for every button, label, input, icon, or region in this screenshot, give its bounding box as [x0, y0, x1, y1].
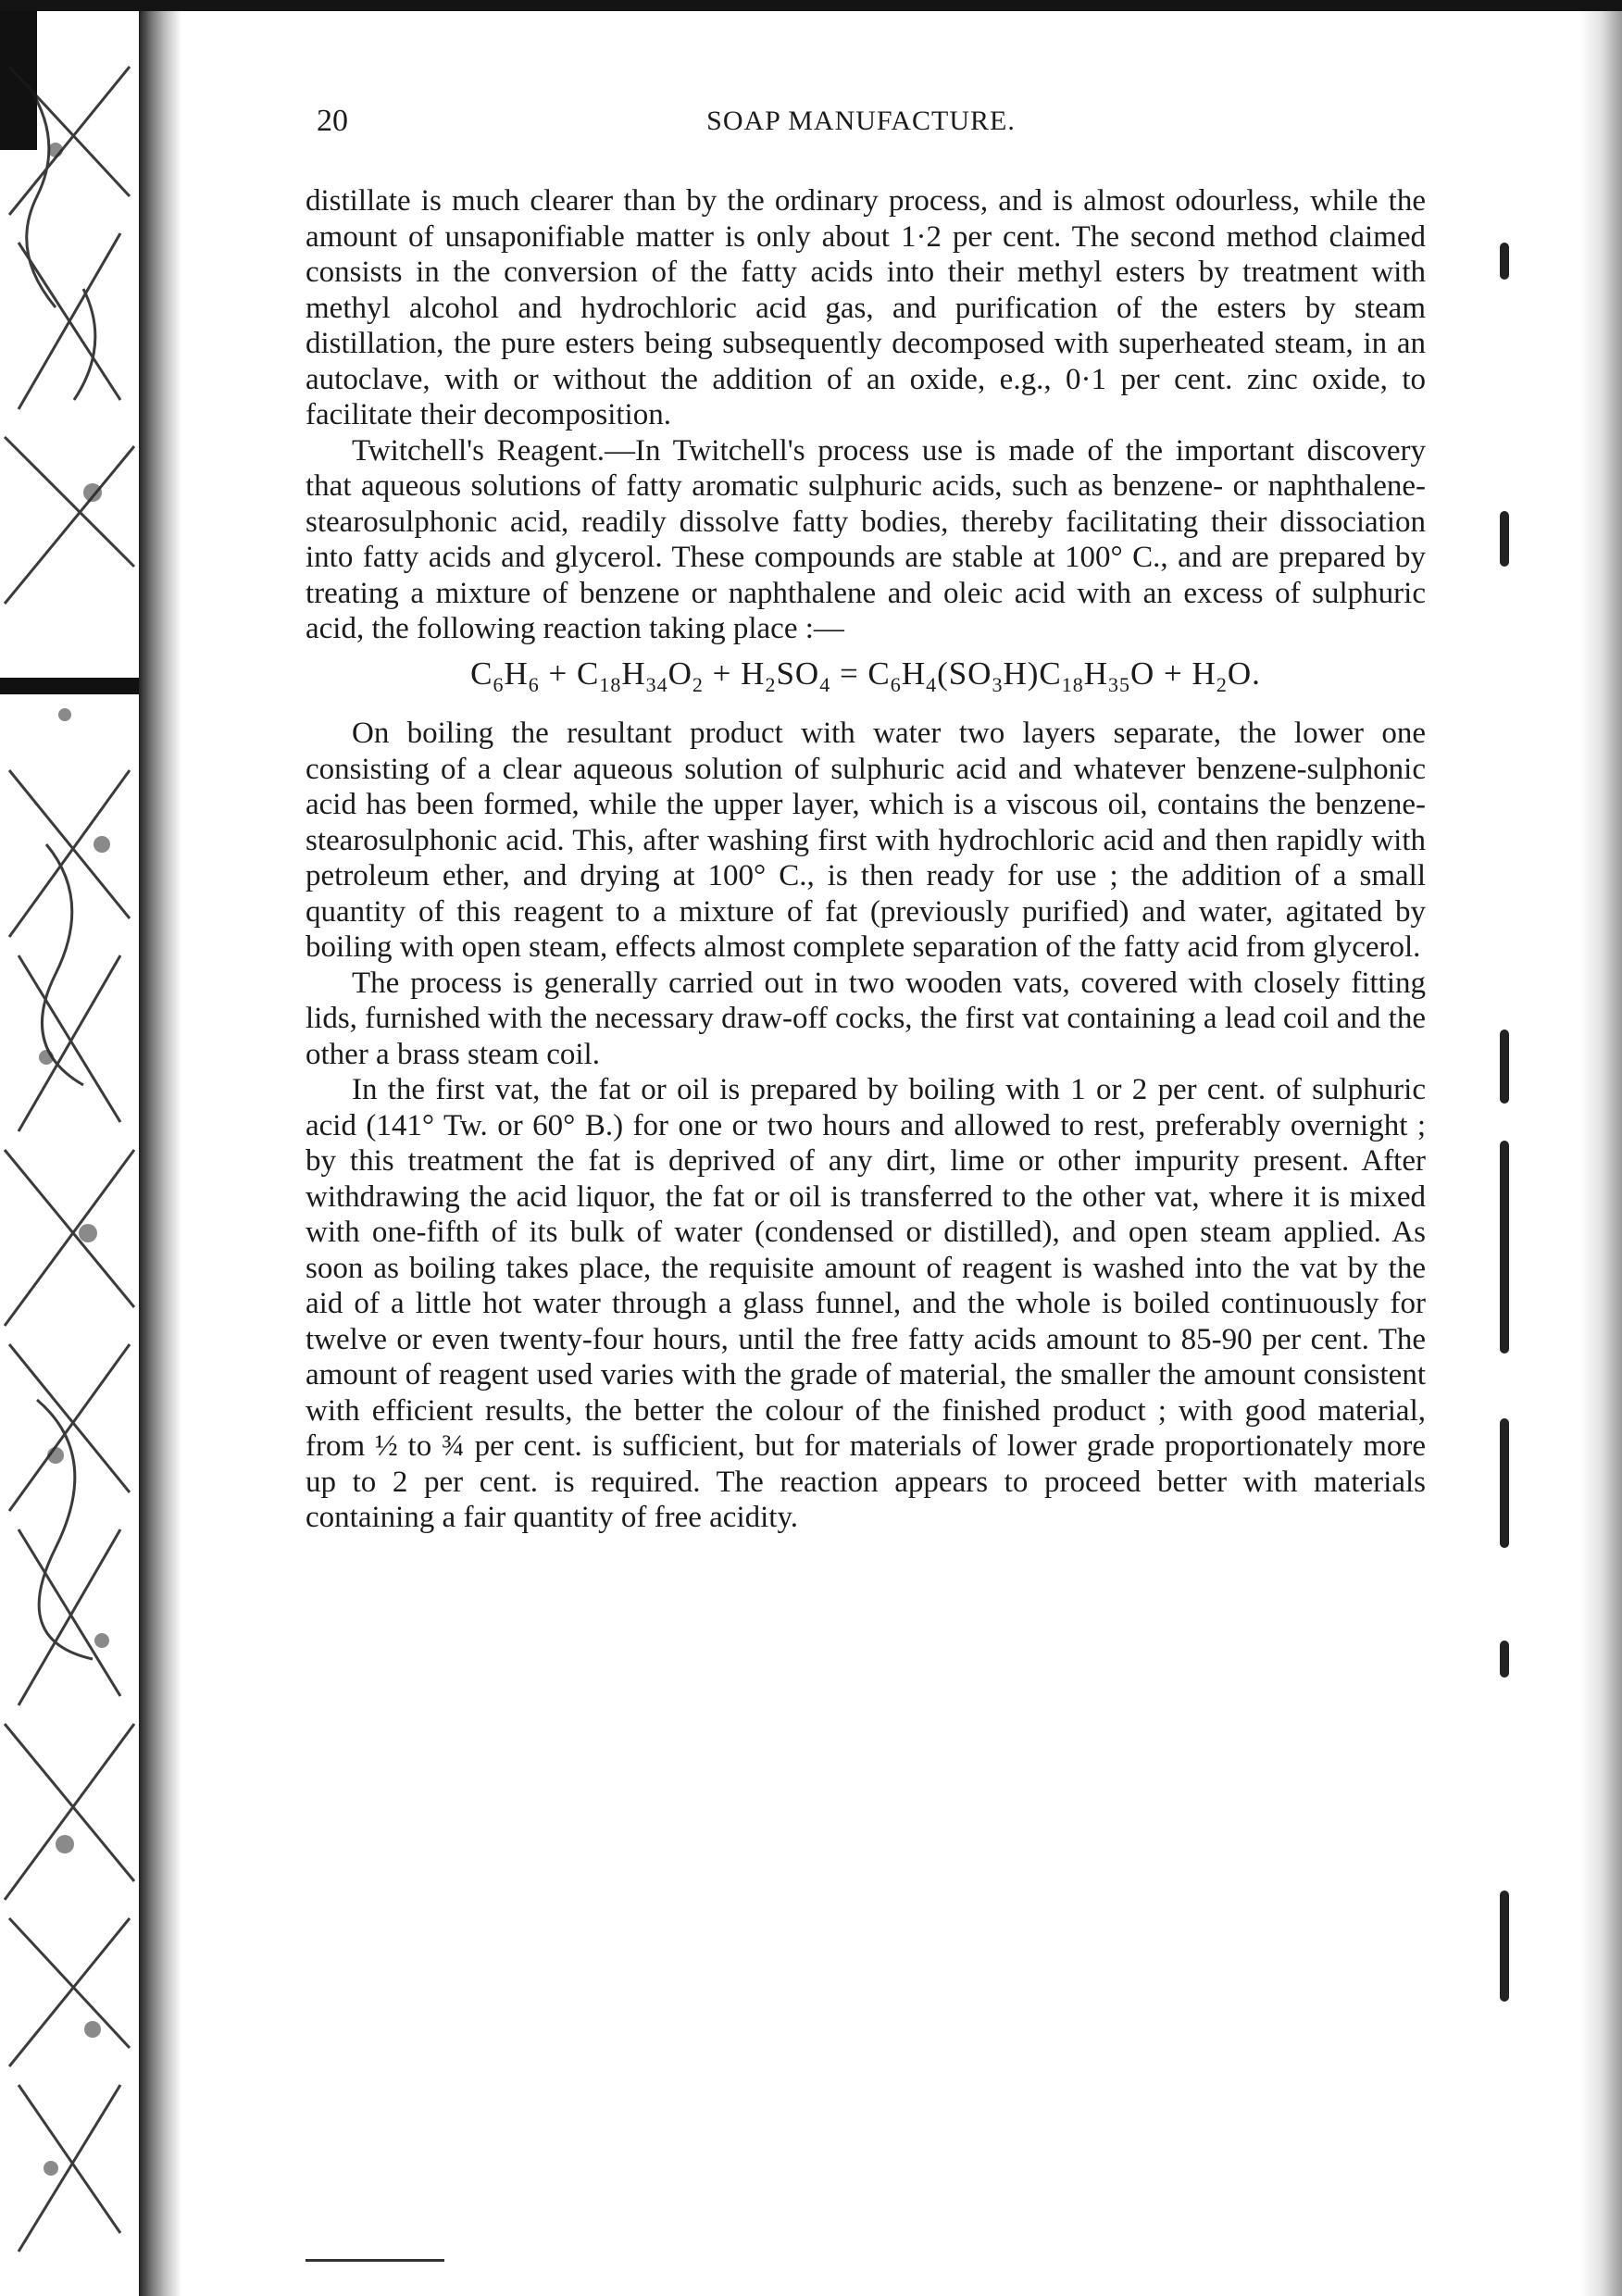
decorative-marbled-endpaper: [0, 11, 181, 2296]
running-head: [306, 93, 1416, 148]
scan-artifact: [1500, 1029, 1509, 1104]
chemical-equation: $C_6H_6 + C_{18}H_{34}O_2 + H_2SO_4 = C_6H_4(SO_3H)C_{18}H_{35}O + H_2O$.: [470, 655, 1261, 696]
scan-artifact: [1500, 1418, 1509, 1548]
scan-top-border: [0, 0, 1622, 11]
page-edge-shadow: [1481, 11, 1622, 2296]
paragraph-2-twitchell-reagent: Twitchell's Reagent.—In Twitchell's process use is made of the important discovery that aqueous solutions of fatty aromatic sulphuric acids, such as benzene- or naphthalene-stearosulphonic acid, readily dissolve fatty bodies, thereby facilitating their dissociation into fatty acids and glycerol. These compounds are stable at 100° C., and are prepared by treating a mixture of benzene or naphthalene and oleic acid with an excess of sulphuric acid, the following reaction taking place :—: [306, 433, 1426, 645]
paragraph-4: The process is generally carried out in two wooden vats, covered with closely fitting lids, furnished with the necessary draw-off cocks, the first vat containing a lead coil and the other a brass steam coil.: [306, 966, 1426, 1071]
scan-artifact: [1500, 511, 1509, 567]
footer-rule: [306, 2259, 444, 2262]
paragraph-5: In the first vat, the fat or oil is prepared by boiling with 1 or 2 per cent. of sulphuric acid (141° Tw. or 60° B.) for one or two hours and allowed to rest, preferably overnight ; by this treatment the fat is deprived of any dirt, lime or other impurity present. After withdrawing the acid liquor, the fat or oil is transferred to the other vat, where it is mixed with one-fifth of its bulk of water (condensed or distilled), and open steam applied. As soon as boiling takes place, the requisite amount of reagent is washed into the vat by the aid of a little hot water through a glass funnel, and the whole is boiled continuously for twelve or even twenty-four hours, until the free fatty acids amount to 85-90 per cent. The amount of reagent used varies with the grade of material, the smaller the amount consistent with efficient results, the better the colour of the finished product ; with good material, from ½ to ¾ per cent. is sufficient, but for materials of lower grade proportionately more up to 2 per cent. is required. The reaction appears to proceed better with materials containing a fair quantity of free acidity.: [306, 1073, 1426, 1534]
running-title: SOAP MANUFACTURE.: [706, 106, 1016, 136]
body-text: [306, 183, 1426, 1536]
paragraph-3: On boiling the resultant product with water two layers separate, the lower one consisting of a clear aqueous solution of sulphuric acid and whatever benzene-sulphonic acid has been formed, while the upper layer, which is a viscous oil, contains the benzene-stearosulphonic acid. This, after washing first with hydrochloric acid and then rapidly with petroleum ether, and drying at 100° C., is then ready for use ; the addition of a small quantity of this reagent to a mixture of fat (previously purified) and water, agitated by boiling with open steam, effects almost complete separation of the fatty acid from glycerol.: [306, 717, 1426, 964]
book-page: [306, 93, 1426, 1536]
scan-artifact: [1500, 1641, 1509, 1678]
marbled-pattern-icon: [0, 11, 139, 2296]
scan-artifact: [1500, 1141, 1509, 1354]
scan-artifact: [1500, 1890, 1509, 2002]
book-gutter-shadow: [139, 11, 181, 2296]
page-number: 20: [317, 104, 348, 138]
scan-artifact: [1500, 243, 1509, 280]
paragraph-1: distillate is much clearer than by the ordinary process, and is almost odourless, while the amount of unsaponifiable matter is only about 1·2 per cent. The second method claimed consists in the conversion of the fatty acids into their methyl esters by treatment with methyl alcohol and hydrochloric acid gas, and purification of the esters by steam distillation, the pure esters being subsequently decomposed with superheated steam, in an autoclave, with or without the addition of an oxide, e.g., 0·1 per cent. zinc oxide, to facilitate their decomposition.: [306, 184, 1426, 431]
